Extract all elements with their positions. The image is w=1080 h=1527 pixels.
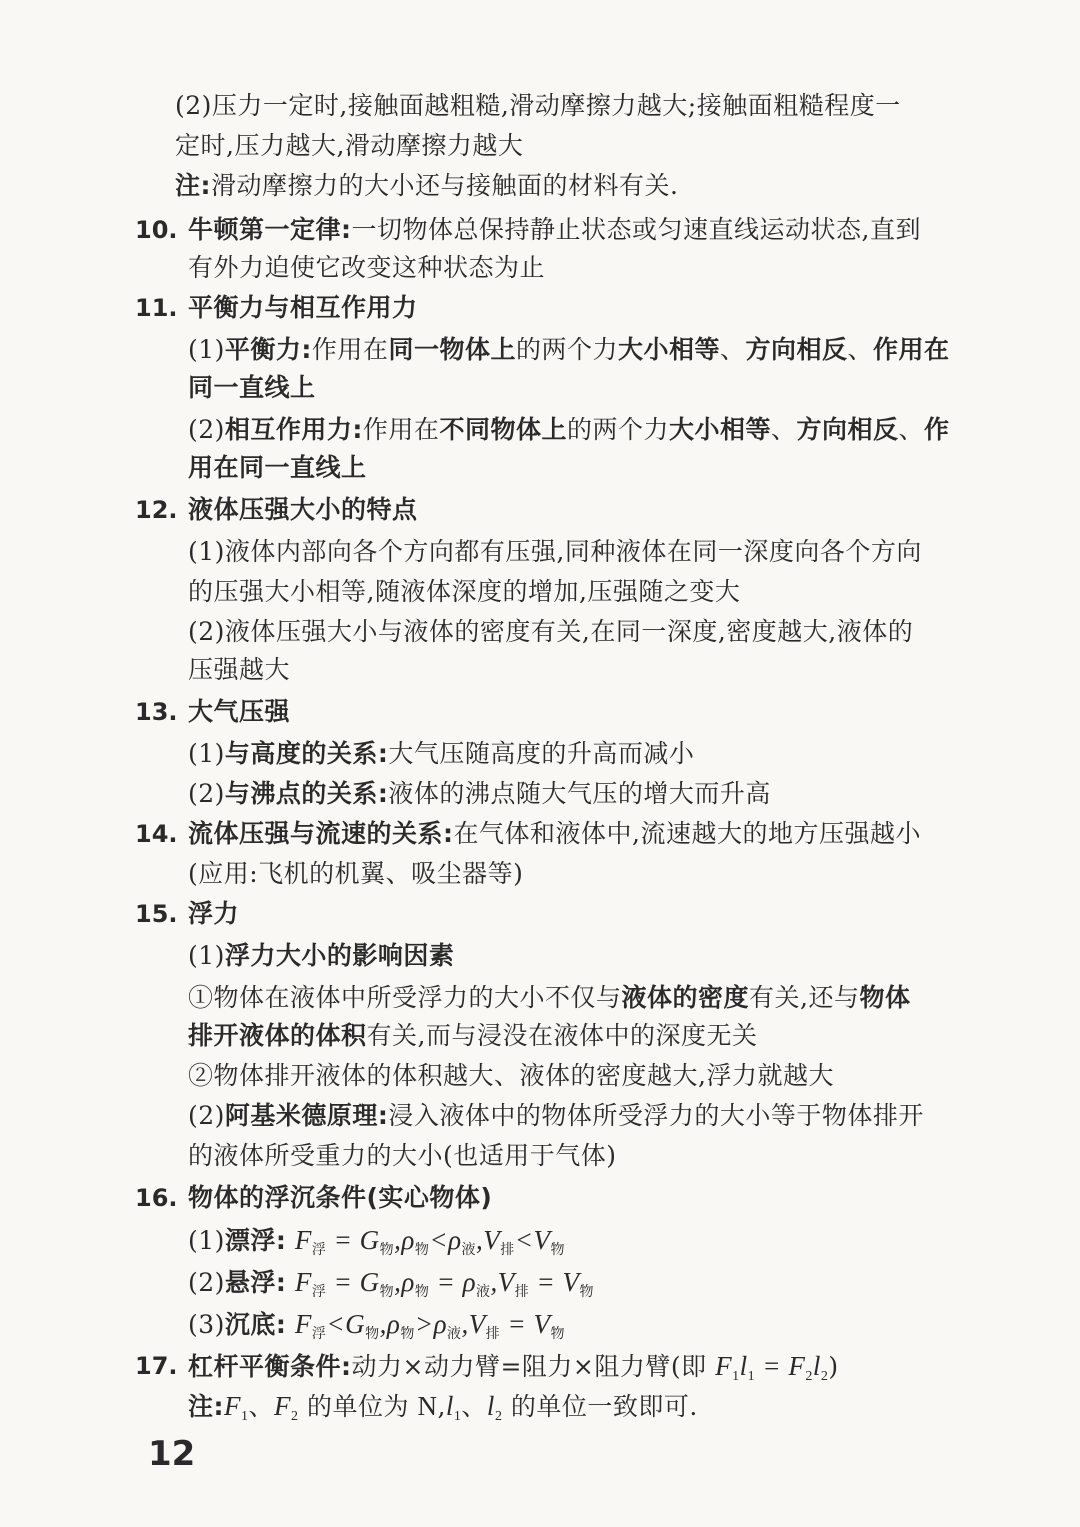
text: l xyxy=(739,1351,748,1381)
text: V xyxy=(533,1225,551,1255)
text-line: ②物体排开液体的体积越大、液体的密度越大,浮力就越大 xyxy=(188,1061,834,1090)
item-heading: 物体的浮沉条件(实心物体) xyxy=(188,1183,493,1212)
text: ρ xyxy=(401,1267,415,1297)
term: 浮力大小的影响因素 xyxy=(224,941,455,970)
text: , xyxy=(394,1225,402,1255)
text: 排 xyxy=(500,1243,515,1258)
text: V xyxy=(497,1267,515,1297)
text: ρ xyxy=(386,1309,401,1339)
text: ) xyxy=(828,1352,839,1381)
text: 滑动摩擦力的大小还与接触面的材料有关. xyxy=(211,171,679,200)
formula xyxy=(715,1351,829,1384)
text: (1) xyxy=(188,739,225,768)
text-line: 压强越大 xyxy=(188,655,291,684)
text: = xyxy=(326,1267,360,1297)
text: 、 xyxy=(719,335,746,364)
text: F xyxy=(788,1351,806,1381)
text: , xyxy=(461,1309,469,1339)
text: 动力×动力臂=阻力×阻力臂(即 xyxy=(351,1352,707,1381)
item-number: 10. xyxy=(135,216,178,244)
text: (2) xyxy=(188,415,225,444)
text: 的单位为 xyxy=(306,1392,409,1421)
text: 、 xyxy=(461,1392,487,1421)
text: = xyxy=(429,1267,463,1297)
term: 与高度的关系: xyxy=(224,739,389,768)
text: F xyxy=(224,1391,241,1421)
term: 牛顿第一定律: xyxy=(188,215,352,244)
text: < xyxy=(514,1225,534,1255)
item-number: 17. xyxy=(135,1352,178,1380)
text: (2) xyxy=(188,1101,225,1130)
text: 1 xyxy=(241,1409,249,1424)
text: 1 xyxy=(453,1409,462,1424)
formula xyxy=(486,1391,503,1424)
text-line: 同一直线上 xyxy=(188,373,316,402)
term: 大小相等 xyxy=(668,415,771,444)
text: (1) xyxy=(188,941,225,970)
text: 的两个力 xyxy=(566,415,669,444)
text: 1 xyxy=(747,1369,756,1384)
text: 2 xyxy=(805,1369,813,1384)
item-heading: 浮力 xyxy=(188,899,240,928)
term: 悬浮: xyxy=(224,1268,287,1297)
text: 液 xyxy=(476,1285,491,1300)
text: l xyxy=(445,1391,454,1421)
text: ①物体在液体中所受浮力的大小不仅与 xyxy=(188,983,622,1012)
text-line: (2)液体压强大小与液体的密度有关,在同一深度,密度越大,液体的 xyxy=(188,617,914,646)
note-line xyxy=(188,1388,698,1435)
term: 相互作用力: xyxy=(224,415,363,444)
term: 平衡力: xyxy=(224,335,312,364)
text: 液体的沸点随大气压的增大而升高 xyxy=(388,779,771,808)
text: l xyxy=(486,1391,495,1421)
text: 浮 xyxy=(311,1327,327,1342)
term: 不同物体上 xyxy=(439,415,567,444)
term: 杠杆平衡条件: xyxy=(188,1352,352,1381)
note-line xyxy=(175,168,678,204)
formula xyxy=(294,1267,595,1300)
text: , xyxy=(437,1392,446,1421)
term: 阿基米德原理: xyxy=(224,1101,389,1130)
formula xyxy=(274,1391,299,1424)
text: 浮 xyxy=(311,1243,327,1258)
text-line xyxy=(188,980,911,1016)
text: 1 xyxy=(732,1369,740,1384)
term: 方向相反 xyxy=(745,335,848,364)
text-line xyxy=(188,412,950,448)
text: 大气压随高度的升高而减小 xyxy=(388,739,695,768)
text: 物 xyxy=(365,1327,380,1342)
text: 、 xyxy=(248,1392,275,1421)
formula-line-sink xyxy=(188,1306,565,1353)
text: = xyxy=(529,1267,563,1297)
text: 的两个力 xyxy=(515,335,618,364)
text: 、 xyxy=(770,415,797,444)
text: 物 xyxy=(379,1243,395,1258)
text-line xyxy=(188,736,694,772)
text: F xyxy=(294,1267,312,1297)
formula-line-float xyxy=(188,1222,565,1269)
text-line: 的液体所受重力的大小(也适用于气体) xyxy=(188,1141,617,1170)
text: 、 xyxy=(898,415,925,444)
text: F xyxy=(274,1391,292,1421)
text: F xyxy=(715,1351,733,1381)
text: 物 xyxy=(414,1243,430,1258)
text: 在气体和液体中,流速越大的地方压强越小 xyxy=(453,819,921,848)
note-label: 注: xyxy=(188,1392,224,1421)
text: 物 xyxy=(550,1327,566,1342)
term: 方向相反 xyxy=(796,415,899,444)
text: 一切物体总保持静止状态或匀速直线运动状态,直到 xyxy=(351,215,921,244)
text-line xyxy=(188,250,545,286)
text: 2 xyxy=(820,1369,829,1384)
item-number: 11. xyxy=(135,294,178,322)
text: 有外力迫使它改变这种状态为止 xyxy=(188,253,546,282)
term: 沉底: xyxy=(224,1310,287,1339)
text: 物 xyxy=(579,1285,595,1300)
text: G xyxy=(359,1225,380,1255)
text: (3) xyxy=(188,1310,225,1339)
formula xyxy=(294,1225,566,1258)
text: 物 xyxy=(550,1243,566,1258)
term: 流体压强与流速的关系: xyxy=(188,819,454,848)
item-heading xyxy=(188,212,921,248)
term: 与沸点的关系: xyxy=(224,779,389,808)
text: G xyxy=(359,1267,380,1297)
term: 物体 xyxy=(859,983,911,1012)
text: 2 xyxy=(291,1409,299,1424)
text: 浸入液体中的物体所受浮力的大小等于物体排开 xyxy=(388,1101,924,1130)
text: , xyxy=(476,1225,484,1255)
note-label: 注: xyxy=(175,171,211,200)
text: 液 xyxy=(461,1243,477,1258)
text: 的单位一致即可. xyxy=(510,1392,698,1421)
text: N xyxy=(417,1391,438,1421)
text: 定时,压力越大,滑动摩擦力越大 xyxy=(175,131,524,160)
text: (1) xyxy=(188,1226,225,1255)
text-line xyxy=(188,332,950,368)
text: ρ xyxy=(462,1267,477,1297)
text: V xyxy=(533,1309,551,1339)
term: 液体的密度 xyxy=(621,983,750,1012)
text: < xyxy=(429,1225,449,1255)
text: V xyxy=(483,1225,501,1255)
formula xyxy=(224,1391,249,1424)
text: 排 xyxy=(514,1285,530,1300)
text: l xyxy=(812,1351,821,1381)
text: (2) xyxy=(188,779,225,808)
text-line: (1)液体内部向各个方向都有压强,同种液体在同一深度向各个方向 xyxy=(188,537,922,566)
text: 排 xyxy=(485,1327,501,1342)
text-line xyxy=(175,88,901,124)
text-line xyxy=(175,128,523,164)
text: (2) xyxy=(188,1268,225,1297)
text: V xyxy=(562,1267,580,1297)
text-line: 用在同一直线上 xyxy=(188,453,367,482)
text: , xyxy=(394,1267,402,1297)
text: V xyxy=(468,1309,486,1339)
text-line xyxy=(188,1018,757,1054)
item-number: 13. xyxy=(135,698,178,726)
text: , xyxy=(379,1309,387,1339)
text-line: 的压强大小相等,随液体深度的增加,压强随之变大 xyxy=(188,577,741,606)
text-line xyxy=(188,938,454,974)
text: 、 xyxy=(847,335,874,364)
formula-line-suspend xyxy=(188,1264,594,1311)
term: 作 xyxy=(924,415,950,444)
term: 漂浮: xyxy=(224,1226,287,1255)
text: 有关,还与 xyxy=(749,983,860,1012)
item-heading: 液体压强大小的特点 xyxy=(188,495,418,524)
term: 同一物体上 xyxy=(388,335,516,364)
item-number: 14. xyxy=(135,820,178,848)
text-line xyxy=(188,1098,924,1134)
text: = xyxy=(500,1309,534,1339)
text-line: (应用:飞机的机翼、吸尘器等) xyxy=(188,859,524,888)
term: 作用在 xyxy=(873,335,950,364)
text: 物 xyxy=(379,1285,395,1300)
text: (2)压力一定时,接触面越粗糙,滑动摩擦力越大;接触面粗糙程度一 xyxy=(175,91,901,120)
item-number: 12. xyxy=(135,496,178,524)
text: < xyxy=(326,1309,346,1339)
text: 物 xyxy=(400,1327,415,1342)
text: ρ xyxy=(433,1309,448,1339)
formula xyxy=(445,1391,462,1424)
item-heading: 大气压强 xyxy=(188,697,291,726)
text: = xyxy=(755,1351,789,1381)
text-line xyxy=(188,776,771,812)
text: 作用在 xyxy=(311,335,389,364)
text: 液 xyxy=(447,1327,462,1342)
text: = xyxy=(326,1225,360,1255)
item-heading xyxy=(188,816,921,852)
item-number: 16. xyxy=(135,1184,178,1212)
item-number: 15. xyxy=(135,900,178,928)
text: 物 xyxy=(414,1285,430,1300)
text: ρ xyxy=(448,1225,462,1255)
text: F xyxy=(294,1309,312,1339)
text: > xyxy=(414,1309,434,1339)
text: 有关,而与浸没在液体中的深度无关 xyxy=(366,1021,758,1050)
term: 大小相等 xyxy=(617,335,720,364)
text: G xyxy=(345,1309,366,1339)
text: ρ xyxy=(401,1225,415,1255)
text: 浮 xyxy=(311,1285,327,1300)
item-heading: 平衡力与相互作用力 xyxy=(188,293,418,322)
page-number: 12 xyxy=(148,1434,196,1474)
text: F xyxy=(294,1225,312,1255)
formula xyxy=(294,1309,566,1342)
text: , xyxy=(490,1267,498,1297)
term: 排开液体的体积 xyxy=(188,1021,367,1050)
text: 2 xyxy=(494,1409,503,1424)
text: 作用在 xyxy=(362,415,440,444)
text: (1) xyxy=(188,335,225,364)
